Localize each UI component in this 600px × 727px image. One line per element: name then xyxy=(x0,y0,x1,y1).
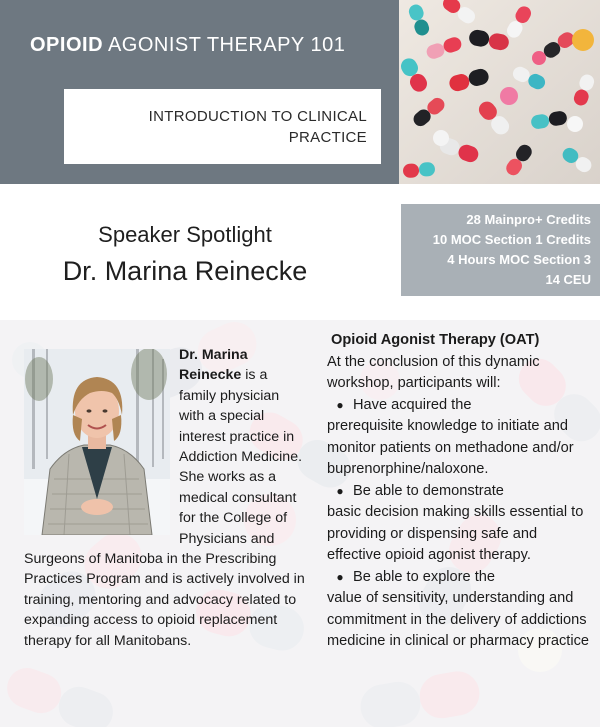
credit-moc-section1: 10 MOC Section 1 Credits xyxy=(432,232,591,247)
list-item xyxy=(327,395,595,481)
bio-name: Dr. Marina Reinecke xyxy=(179,347,248,384)
credit-mainpro: 28 Mainpro+ Credits xyxy=(466,212,591,227)
oat-item-first: Have acquired the xyxy=(353,396,472,413)
credits-box xyxy=(401,204,600,296)
bio-photo-spacer xyxy=(24,345,179,540)
list-item xyxy=(327,481,595,567)
bio-text: is a family physician with a special interest practice in Addiction Medicine. She works as a medical consultant for the College of Physicians and Surgeons of Manitoba in the Prescribing Practices Program and is actively involved in training, mentoring and advocacy related to expanding access to opioid replacement therapy for all Manitobans. xyxy=(24,367,305,649)
oat-item-rest: basic decision making skills essential to providing or dispensing safe and effective opioid agonist therapy. xyxy=(327,504,584,563)
title-strong: OPIOID xyxy=(30,34,104,56)
oat-item-rest: prerequisite knowledge to initiate and monitor patients on methadone and/or buprenorphine/naloxone. xyxy=(327,418,574,477)
credit-moc-section3: 4 Hours MOC Section 3 xyxy=(447,252,591,267)
speaker-name: Dr. Marina Reinecke xyxy=(62,256,308,286)
bullet-icon: ● xyxy=(336,397,344,412)
credit-ceu: 14 CEU xyxy=(545,272,591,287)
bullet-icon: ● xyxy=(336,483,344,498)
list-item xyxy=(327,567,595,653)
speaker-bio xyxy=(24,345,306,651)
subtitle-box xyxy=(64,89,381,164)
oat-item-first: Be able to explore the xyxy=(353,568,495,585)
oat-heading: Opioid Agonist Therapy (OAT) xyxy=(331,332,540,348)
oat-item-rest: value of sensitivity, understanding and commitment in the delivery of addictions medicine in clinical or pharmacy practice xyxy=(327,590,589,649)
details-section xyxy=(0,320,600,727)
bullet-icon: ● xyxy=(336,569,344,584)
oat-intro: At the conclusion of this dynamic workshop, participants will: xyxy=(327,353,540,391)
pills-photo xyxy=(399,0,600,184)
title-rest: AGONIST THERAPY 101 xyxy=(103,34,346,56)
oat-item-first: Be able to demonstrate xyxy=(353,482,504,499)
subtitle-text: INTRODUCTION TO CLINICAL PRACTICE xyxy=(148,108,367,146)
oat-objectives xyxy=(327,330,595,653)
page-title xyxy=(30,34,345,57)
speaker-spotlight-label: Speaker Spotlight xyxy=(98,222,272,247)
